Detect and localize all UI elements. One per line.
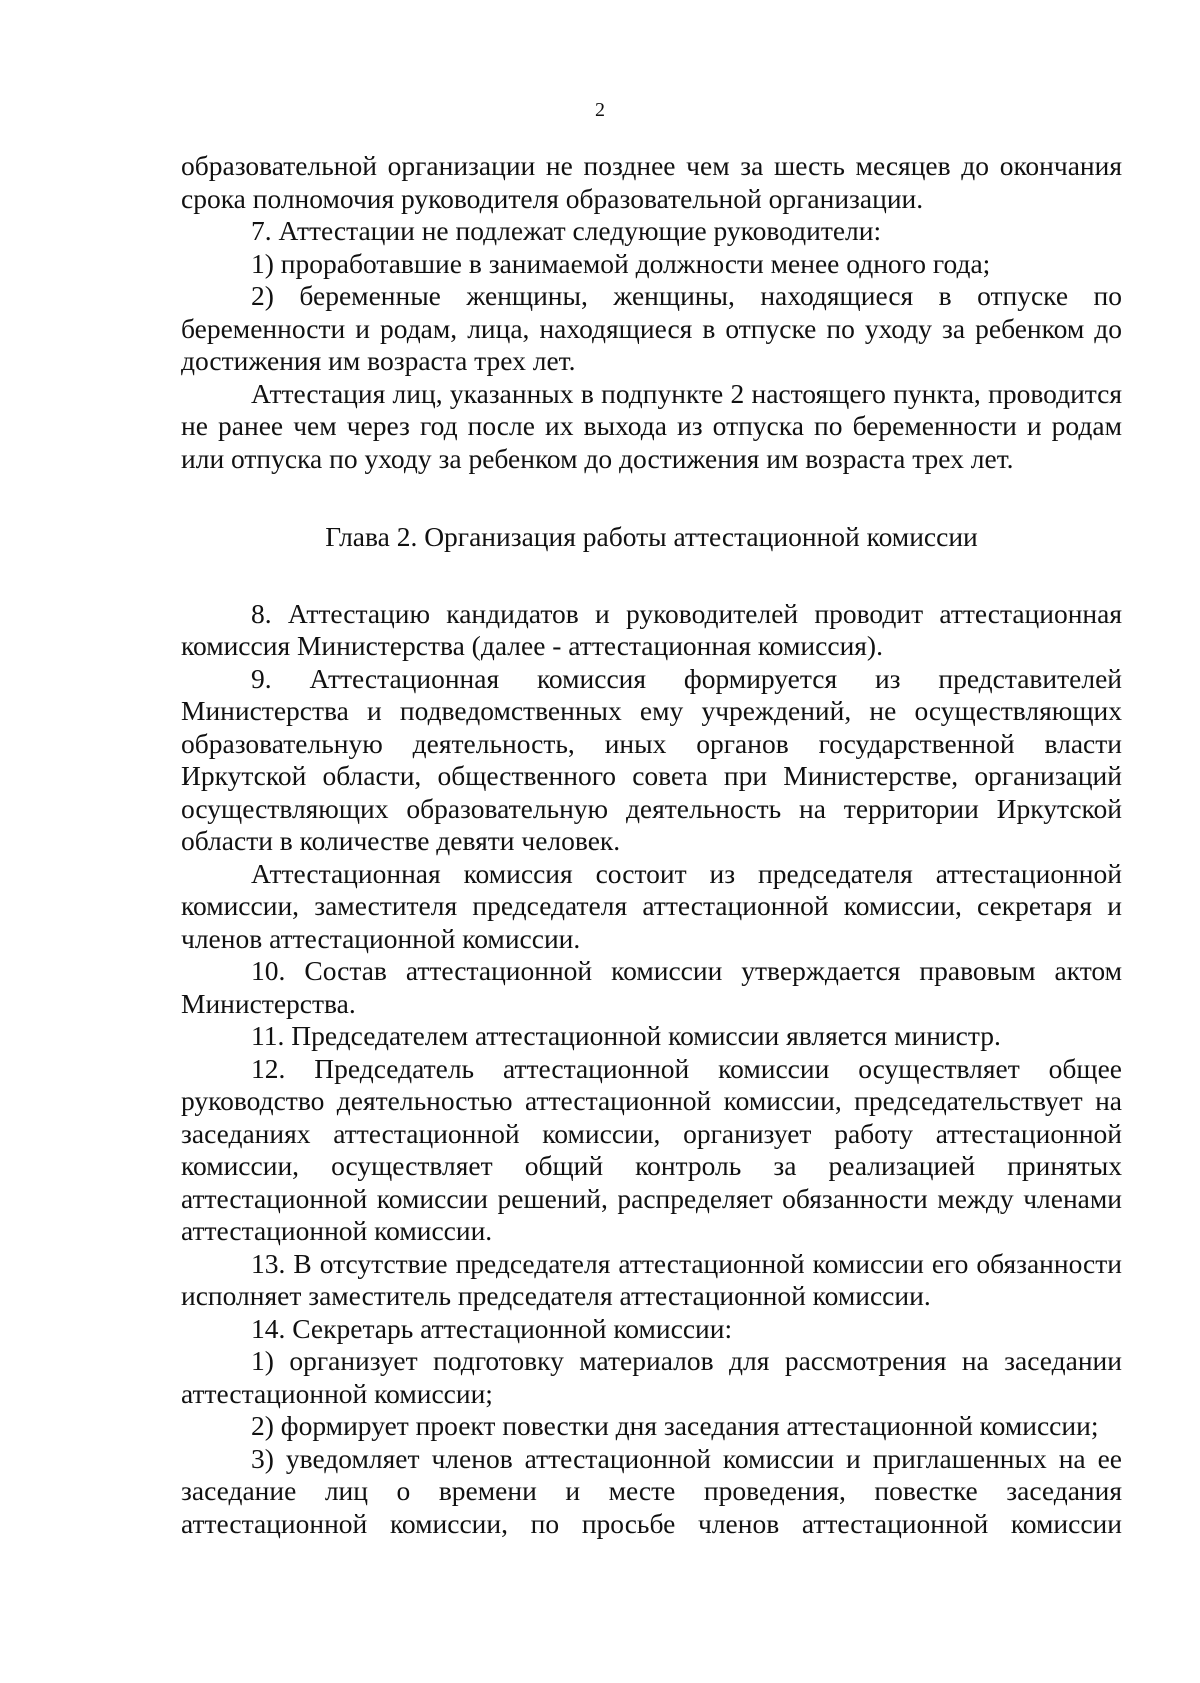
paragraph-item-10: 10. Состав аттестационной комиссии утверждается правовым актом Министерства. [181, 955, 1122, 1019]
page-number: 2 [595, 99, 605, 121]
paragraph-item-11: 11. Председателем аттестационной комиссии является министр. [251, 1020, 1001, 1051]
paragraph-attestation-note: Аттестация лиц, указанных в подпункте 2 настоящего пункта, проводится не ранее чем через год после их выхода из отпуска по беременности и родам или отпуска по уходу за ребенком до достижения им возраста трех лет. [181, 377, 1122, 474]
paragraph-item-14-3: 3) уведомляет членов аттестационной комиссии и приглашенных на ее заседание лиц о времени и месте проведения, повестке заседания аттестационной комиссии, по просьбе членов аттестационной комиссии [181, 1442, 1122, 1539]
paragraph-item-13: 13. В отсутствие председателя аттестационной комиссии его обязанности исполняет заместитель председателя аттестационной комиссии. [181, 1247, 1122, 1311]
paragraph-item-7-1: 1) проработавшие в занимаемой должности менее одного года; [251, 247, 991, 279]
document-body [181, 150, 1122, 1540]
paragraph-item-14-1: 1) организует подготовку материалов для рассмотрения на заседании аттестационной комиссии; [181, 1345, 1122, 1409]
paragraph-item-9: 9. Аттестационная комиссия формируется из представителей Министерства и подведомственных ему учреждений, не осуществляющих образовательную деятельность, иных органов государственной власти Иркутской области, общественного совета при Министерстве, организаций осуществляющих образовательную деятельность на территории Иркутской области в количестве девяти человек. [181, 662, 1122, 856]
chapter-heading: Глава 2. Организация работы аттестационной комиссии [325, 521, 978, 552]
paragraph-item-7-2: 2) беременные женщины, женщины, находящиеся в отпуске по беременности и родам, лица, находящиеся в отпуске по уходу за ребенком до достижения им возраста трех лет. [181, 280, 1122, 376]
paragraph-item-8: 8. Аттестацию кандидатов и руководителей проводит аттестационная комиссия Министерства (далее - аттестационная комиссия). [181, 597, 1122, 661]
paragraph-commission-composition: Аттестационная комиссия состоит из председателя аттестационной комиссии, заместителя председателя аттестационной комиссии, секретаря и членов аттестационной комиссии. [181, 857, 1122, 954]
paragraph-item-14: 14. Секретарь аттестационной комиссии: [251, 1312, 733, 1344]
paragraph-continuation: образовательной организации не позднее чем за шесть месяцев до окончания срока полномочия руководителя образовательной организации. [181, 150, 1122, 214]
paragraph-item-14-2: 2) формирует проект повестки дня заседания аттестационной комиссии; [251, 1410, 1099, 1441]
paragraph-item-7: 7. Аттестации не подлежат следующие руководители: [251, 215, 882, 246]
paragraph-item-12: 12. Председатель аттестационной комиссии осуществляет общее руководство деятельностью аттестационной комиссии, председательствует на заседаниях аттестационной комиссии, организует работу аттестационной комиссии, осуществляет общий контроль за реализацией принятых аттестационной комиссии решений, распределяет обязанности между членами аттестационной комиссии. [181, 1052, 1122, 1246]
